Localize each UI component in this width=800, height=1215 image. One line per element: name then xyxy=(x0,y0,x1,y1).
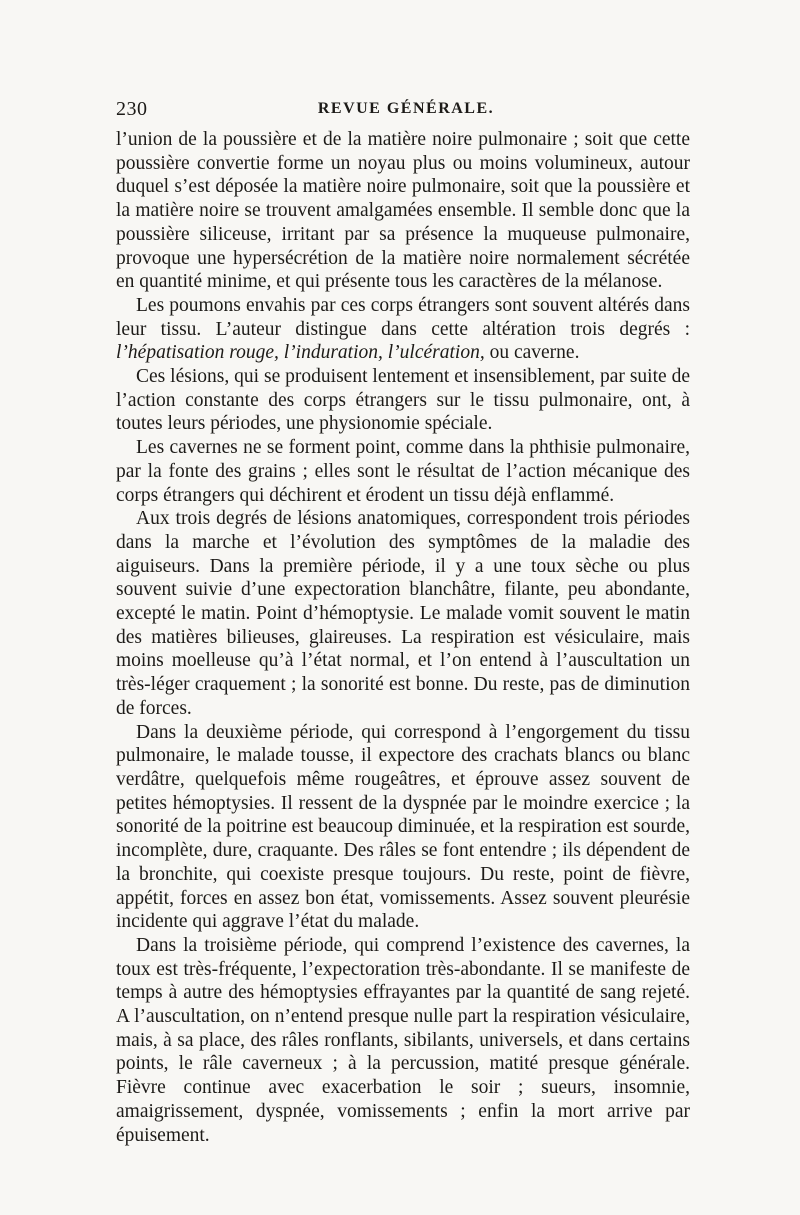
paragraph-outro: ou caverne. xyxy=(489,342,580,364)
paragraph: Aux trois degrés de lésions anatomiques, correspondent trois périodes dans la marche et l’évolution des symptômes de la maladie des aiguiseurs. Dans la première période, il y a une toux sèche ou plus souvent suivie d’une expectoration blanchâtre, filante, peu abondante, excepté le matin. Point d’hémoptysie. Le malade vomit souvent le matin des matières bilieuses, glaireuses. La respiration est vésiculaire, mais moins moelleuse qu’à l’état normal, et l’on entend à l’auscultation un très-léger craquement ; la sonorité est bonne. Du reste, pas de diminution de forces. xyxy=(116,508,690,719)
page-header xyxy=(116,98,690,122)
paragraph: Les cavernes ne se forment point, comme dans la phthisie pulmonaire, par la fonte des grains ; elles sont le résultat de l’action mécanique des corps étrangers qui déchirent et érodent un tissu déjà enflammé. xyxy=(116,437,690,506)
page-body xyxy=(116,128,690,1147)
paragraph: Ces lésions, qui se produisent lentement et insensiblement, par suite de l’action constante des corps étrangers sur le tissu pulmonaire, ont, à toutes leurs périodes, une physionomie spéciale. xyxy=(116,366,690,435)
paragraph xyxy=(116,294,690,365)
paragraph-intro: Les poumons envahis par ces corps étrangers sont souvent altérés dans leur tissu. L’auteur distingue dans cette altération trois degrés : xyxy=(116,294,690,340)
term-ulceration: l’ulcération, xyxy=(387,342,485,364)
page-number: 230 xyxy=(116,98,148,120)
running-title: REVUE GÉNÉRALE. xyxy=(317,100,495,117)
paragraph: l’union de la poussière et de la matière noire pulmonaire ; soit que cette poussière convertie forme un noyau plus ou moins volumineux, autour duquel s’est déposée la matière noire pulmonaire, soit que la poussière et la matière noire se trouvent amalgamées ensemble. Il semble donc que la poussière siliceuse, irritant par sa présence la muqueuse pulmonaire, provoque une hypersécrétion de la matière noire normalement sécrétée en quantité minime, et qui présente tous les caractères de la mélanose. xyxy=(116,129,690,293)
term-hepatisation: l’hépatisation rouge, xyxy=(116,342,279,364)
paragraph: Dans la troisième période, qui comprend l’existence des cavernes, la toux est très-fréquente, l’expectoration très-abondante. Il se manifeste de temps à autre des hémoptysies effrayantes par la quantité de sang rejeté. A l’auscultation, on n’entend presque nulle part la respiration vésiculaire, mais, à sa place, des râles ronflants, sibilants, universels, et dans certains points, le râle caverneux ; à la percussion, matité presque générale. Fièvre continue avec exacerbation le soir ; sueurs, insomnie, amaigrissement, dyspnée, vomissements ; enfin la mort arrive par épuisement. xyxy=(116,934,690,1146)
term-induration: l’induration, xyxy=(283,342,383,364)
paragraph: Dans la deuxième période, qui correspond à l’engorgement du tissu pulmonaire, le malade tousse, il expectore des crachats blancs ou blanc verdâtre, quelquefois même rougeâtres, et éprouve assez souvent de petites hémoptysies. Il ressent de la dyspnée par le moindre exercice ; la sonorité de la poitrine est beaucoup diminuée, et la respiration est sourde, incomplète, dure, craquante. Des râles se font entendre ; ils dépendent de la bronchite, qui coexiste presque toujours. Du reste, point de fièvre, appétit, forces en assez bon état, vomissements. Assez souvent pleurésie incidente qui aggrave l’état du malade. xyxy=(116,721,690,933)
